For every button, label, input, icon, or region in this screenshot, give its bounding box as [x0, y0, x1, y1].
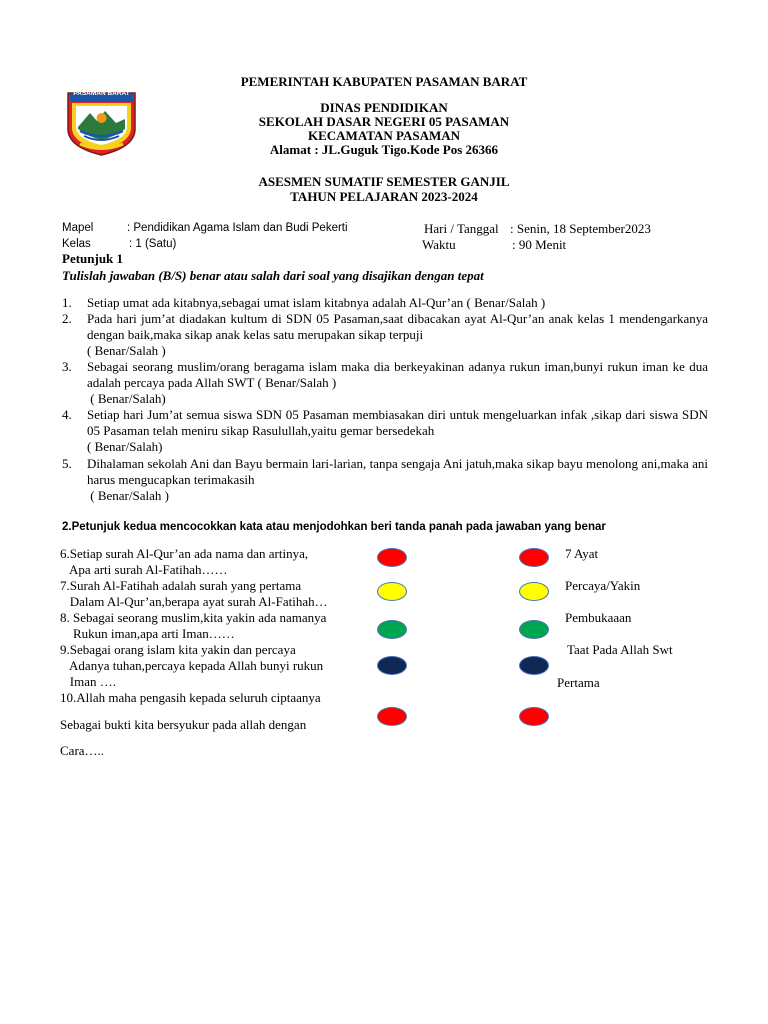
match-dot-left[interactable]: [377, 707, 407, 726]
match-answer-5: Pertama: [557, 675, 600, 690]
match-dot-right[interactable]: [519, 548, 549, 567]
match-item-7-line2: Dalam Al-Qur’an,berapa ayat surah Al-Fatihah…: [60, 594, 328, 609]
question-number: 1.: [62, 295, 72, 310]
question-4: [62, 407, 708, 455]
question-number: 5.: [62, 456, 72, 471]
question-number: 3.: [62, 359, 72, 374]
question-number: 4.: [62, 407, 72, 422]
mapel-value: : Pendidikan Agama Islam dan Budi Pekerti: [127, 222, 348, 234]
header-department: DINAS PENDIDIKAN: [320, 100, 448, 115]
question-number: 2.: [62, 311, 72, 326]
question-text: Pada hari jum’at diadakan kultum di SDN 05 Pasaman,saat dibacakan ayat Al-Qur’an anak kelas 1 mendengarkanya dengan baik,maka sikap anak kelas satu merupakan sikap terpuji: [87, 311, 708, 342]
match-item-6-line2: Apa arti surah Al-Fatihah……: [60, 562, 228, 577]
question-2: [62, 311, 708, 359]
section1-heading: Petunjuk 1: [62, 251, 124, 266]
logo-text: PASAMAN BARAT: [73, 89, 130, 97]
match-item-9-line1: 9.Sebagai orang islam kita yakin dan percaya: [60, 642, 296, 657]
match-answer-1: 7 Ayat: [565, 546, 599, 561]
match-answer-3: Pembukaaan: [565, 610, 632, 625]
pasaman-barat-logo: [64, 89, 139, 157]
question-answer: ( Benar/Salah ): [87, 343, 166, 358]
match-item-10-line2: Sebagai bukti kita bersyukur pada allah dengan: [60, 717, 307, 732]
waktu-value: : 90 Menit: [512, 237, 567, 252]
question-3: [62, 359, 708, 407]
exam-year: TAHUN PELAJARAN 2023-2024: [290, 189, 478, 204]
match-dot-left[interactable]: [377, 548, 407, 567]
match-answer-4: Taat Pada Allah Swt: [567, 642, 673, 657]
match-item-10-line1: 10.Allah maha pengasih kepada seluruh ciptaanya: [60, 690, 321, 705]
question-text: Setiap umat ada kitabnya,sebagai umat islam kitabnya adalah Al-Qur’an ( Benar/Salah ): [87, 295, 546, 310]
question-text: Sebagai seorang muslim/orang beragama islam maka dia berkeyakinan adanya rukun iman,bunyi rukun iman ke dua adalah percaya pada Allah SWT ( Benar/Salah ): [87, 359, 708, 390]
question-answer: ( Benar/Salah ): [87, 488, 169, 503]
header-district: KECAMATAN PASAMAN: [307, 128, 460, 143]
exam-title: ASESMEN SUMATIF SEMESTER GANJIL: [258, 174, 510, 189]
kelas-label: Kelas: [62, 238, 91, 250]
kelas-value: : 1 (Satu): [129, 238, 177, 250]
match-item-9-line3: Iman ….: [60, 674, 116, 689]
match-item-9-line2: Adanya tuhan,percaya kepada Allah bunyi rukun: [60, 658, 324, 673]
match-item-10-line3: Cara…..: [60, 743, 105, 758]
header-school: SEKOLAH DASAR NEGERI 05 PASAMAN: [258, 114, 510, 129]
match-item-8-line2: Rukun iman,apa arti Iman……: [60, 626, 235, 641]
header-address: Alamat : JL.Guguk Tigo.Kode Pos 26366: [269, 142, 499, 157]
match-dot-left[interactable]: [377, 582, 407, 601]
match-item-7-line1: 7.Surah Al-Fatihah adalah surah yang pertama: [60, 578, 302, 593]
match-answer-2: Percaya/Yakin: [565, 578, 641, 593]
question-5: [62, 456, 708, 504]
match-item-8-line1: 8. Sebagai seorang muslim,kita yakin ada namanya: [60, 610, 327, 625]
hari-label: Hari / Tanggal: [424, 221, 499, 236]
waktu-label: Waktu: [422, 237, 456, 252]
question-text: Dihalaman sekolah Ani dan Bayu bermain lari-larian, tanpa sengaja Ani jatuh,maka sikap bayu menolong ani,maka ani harus mengucapkan terimakasih: [87, 456, 708, 487]
mapel-label: Mapel: [62, 222, 94, 234]
match-dot-right[interactable]: [519, 707, 549, 726]
header-government: PEMERINTAH KABUPATEN PASAMAN BARAT: [240, 74, 528, 89]
section2-heading: 2.Petunjuk kedua mencocokkan kata atau menjodohkan beri tanda panah pada jawaban yang benar: [62, 521, 606, 533]
question-1: [62, 295, 708, 311]
hari-value: : Senin, 18 September2023: [510, 221, 651, 236]
section1-instruction: Tulislah jawaban (B/S) benar atau salah dari soal yang disajikan dengan tepat: [62, 268, 484, 283]
match-dot-right[interactable]: [519, 656, 549, 675]
question-answer: ( Benar/Salah): [87, 391, 166, 406]
match-dot-left[interactable]: [377, 620, 407, 639]
match-dot-left[interactable]: [377, 656, 407, 675]
match-dot-right[interactable]: [519, 582, 549, 601]
question-text: Setiap hari Jum’at semua siswa SDN 05 Pasaman membiasakan diri untuk mengeluarkan infak ,sikap dari siswa SDN 05 Pasaman telah meniru sikap Rasulullah,yaitu gemar bersedekah: [87, 407, 708, 438]
match-dot-right[interactable]: [519, 620, 549, 639]
match-item-6-line1: 6.Setiap surah Al-Qur’an ada nama dan artinya,: [60, 546, 309, 561]
question-answer: ( Benar/Salah): [87, 439, 163, 454]
